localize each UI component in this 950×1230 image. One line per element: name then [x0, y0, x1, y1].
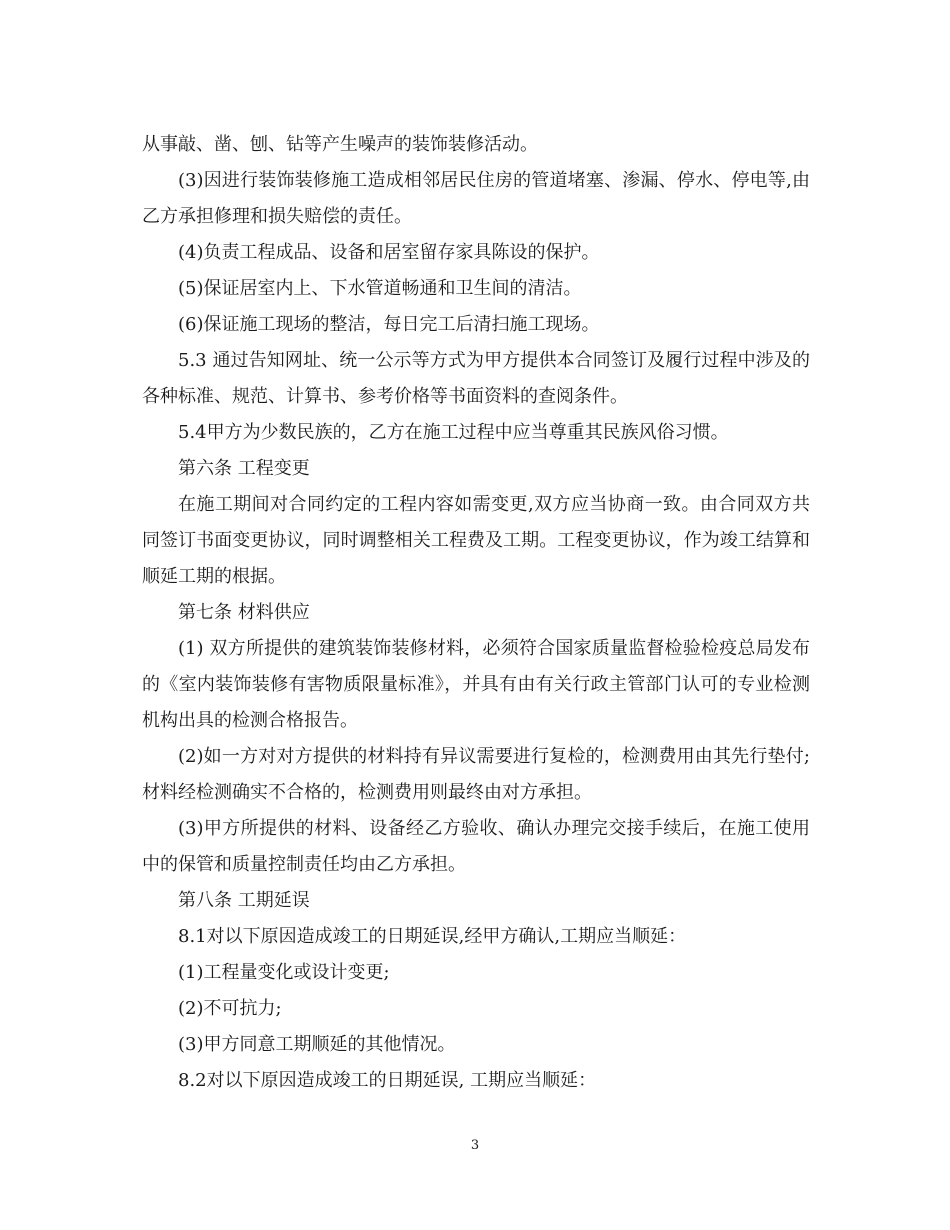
- paragraph-5-4: 5.4甲方为少数民族的，乙方在施工过程中应当尊重其民族风俗习惯。: [178, 422, 729, 443]
- paragraph-article-6-body: 在施工期间对合同约定的工程内容如需变更,双方应当协商一致。由合同双方共同签订书面变更协议，同时调整相关工程费及工期。工程变更协议，作为竣工结算和顺延工期的根据。: [142, 494, 810, 587]
- section-heading-article-7: 第七条 材料供应: [178, 602, 310, 623]
- document-body: [142, 127, 810, 1099]
- paragraph-material-3: (3)甲方所提供的材料、设备经乙方验收、确认办理完交接手续后，在施工使用中的保管和质量控制责任均由乙方承担。: [142, 818, 810, 875]
- paragraph-clause-4: (4)负责工程成品、设备和居室留存家具陈设的保护。: [178, 242, 600, 263]
- paragraph-clause-6: (6)保证施工现场的整洁，每日完工后清扫施工现场。: [178, 314, 600, 335]
- paragraph-clause-5: (5)保证居室内上、下水管道畅通和卫生间的清洁。: [178, 278, 582, 299]
- paragraph-continuation: 从事敲、凿、刨、钻等产生噪声的装饰装修活动。: [142, 134, 538, 155]
- paragraph-delay-2: (2)不可抗力;: [178, 998, 282, 1019]
- paragraph-8-2: 8.2对以下原因造成竣工的日期延误, 工期应当顺延：: [178, 1070, 597, 1091]
- paragraph-5-3: 5.3 通过告知网址、统一公示等方式为甲方提供本合同签订及履行过程中涉及的各种标准、规范、计算书、参考价格等书面资料的查阅条件。: [142, 350, 810, 407]
- section-heading-article-6: 第六条 工程变更: [178, 458, 310, 479]
- paragraph-material-1: (1) 双方所提供的建筑装饰装修材料，必须符合国家质量监督检验检疫总局发布的《室内装饰装修有害物质限量标准》，并具有由有关行政主管部门认可的专业检测机构出具的检测合格报告。: [142, 638, 810, 731]
- section-heading-article-8: 第八条 工期延误: [178, 890, 310, 911]
- paragraph-material-2: (2)如一方对对方提供的材料持有异议需要进行复检的，检测费用由其先行垫付;材料经检测确实不合格的，检测费用则最终由对方承担。: [142, 746, 810, 803]
- paragraph-8-1: 8.1对以下原因造成竣工的日期延误,经甲方确认,工期应当顺延：: [178, 926, 687, 947]
- paragraph-delay-1: (1)工程量变化或设计变更;: [178, 962, 390, 983]
- paragraph-clause-3: (3)因进行装饰装修施工造成相邻居民住房的管道堵塞、渗漏、停水、停电等,由乙方承担修理和损失赔偿的责任。: [142, 170, 810, 227]
- paragraph-delay-3: (3)甲方同意工期顺延的其他情况。: [178, 1034, 456, 1055]
- page-number: 3: [470, 1138, 480, 1153]
